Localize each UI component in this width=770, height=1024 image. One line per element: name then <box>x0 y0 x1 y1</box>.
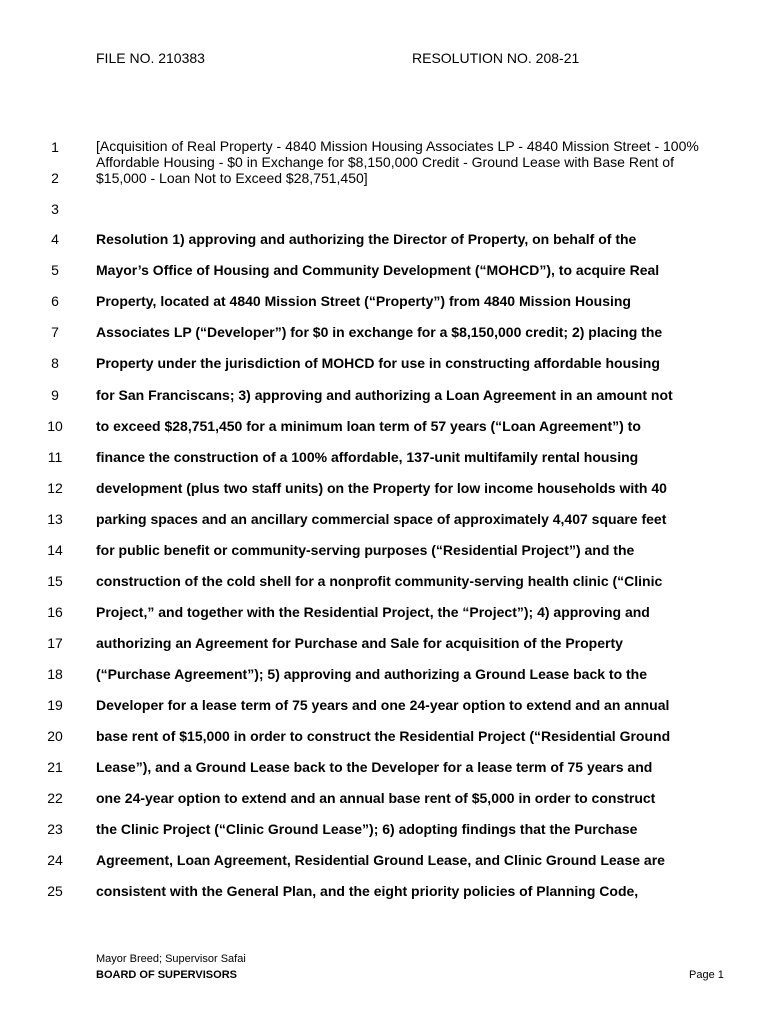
body-line: one 24-year option to extend and an annual base rent of $5,000 in order to construct <box>96 790 656 806</box>
body-line: Project,” and together with the Residential Project, the “Project”); 4) approving and <box>96 604 650 620</box>
resolution-number: RESOLUTION NO. 208-21 <box>412 50 580 66</box>
file-number: FILE NO. 210383 <box>96 50 205 66</box>
line-number: 15 <box>47 573 63 589</box>
line-number: 14 <box>47 542 63 558</box>
line-number: 18 <box>47 666 63 682</box>
line-number: 6 <box>51 293 59 309</box>
line-number: 2 <box>51 170 59 186</box>
page-number: Page 1 <box>689 969 724 981</box>
line-number: 23 <box>47 821 63 837</box>
body-line: Lease”), and a Ground Lease back to the Developer for a lease term of 75 years and <box>96 759 653 775</box>
line-number: 13 <box>47 511 63 527</box>
body-line: Property under the jurisdiction of MOHCD for use in constructing affordable housing <box>96 355 660 371</box>
line-number: 12 <box>47 480 63 496</box>
line-number: 11 <box>47 449 63 465</box>
body-line: finance the construction of a 100% affordable, 137-unit multifamily rental housing <box>96 449 639 465</box>
body-line: base rent of $15,000 in order to construct the Residential Project (“Residential Ground <box>96 728 671 744</box>
body-line: Property, located at 4840 Mission Street (“Property”) from 4840 Mission Housing <box>96 293 631 309</box>
line-number: 25 <box>47 883 63 899</box>
line-number: 4 <box>51 231 59 247</box>
resolution-caption: [Acquisition of Real Property - 4840 Mission Housing Associates LP - 4840 Mission Street - 100% Affordable Housing - $0 in Exchange for $8,150,000 Credit - Ground Lease with Base Rent of $15,000 - Loan Not to Exceed $28,751,450] <box>96 138 699 186</box>
line-number: 22 <box>47 790 63 806</box>
line-number: 7 <box>51 324 59 340</box>
line-number: 1 <box>51 139 59 155</box>
body-line: Developer for a lease term of 75 years and one 24-year option to extend and an annual <box>96 697 670 713</box>
body-line: development (plus two staff units) on the Property for low income households with 40 <box>96 480 667 496</box>
body-line: parking spaces and an ancillary commercial space of approximately 4,407 square feet <box>96 511 667 527</box>
body-line: Resolution 1) approving and authorizing the Director of Property, on behalf of the <box>96 231 637 247</box>
body-line: authorizing an Agreement for Purchase and Sale for acquisition of the Property <box>96 635 623 651</box>
body-line: for San Franciscans; 3) approving and authorizing a Loan Agreement in an amount not <box>96 387 673 403</box>
body-line: the Clinic Project (“Clinic Ground Lease”); 6) adopting findings that the Purchase <box>96 821 638 837</box>
line-number: 10 <box>47 418 63 434</box>
line-number: 21 <box>47 759 63 775</box>
body-line: Associates LP (“Developer”) for $0 in exchange for a $8,150,000 credit; 2) placing the <box>96 324 663 340</box>
body-line: Agreement, Loan Agreement, Residential Ground Lease, and Clinic Ground Lease are <box>96 852 665 868</box>
footer-board: BOARD OF SUPERVISORS <box>96 969 237 981</box>
line-number: 20 <box>47 728 63 744</box>
line-number: 24 <box>47 852 63 868</box>
line-number: 5 <box>51 262 59 278</box>
line-number: 19 <box>47 697 63 713</box>
body-line: to exceed $28,751,450 for a minimum loan term of 57 years (“Loan Agreement”) to <box>96 418 641 434</box>
line-number: 8 <box>51 355 59 371</box>
body-line: construction of the cold shell for a nonprofit community-serving health clinic (“Clinic <box>96 573 663 589</box>
body-line: (“Purchase Agreement”); 5) approving and authorizing a Ground Lease back to the <box>96 666 648 682</box>
line-number: 17 <box>47 635 63 651</box>
body-line: for public benefit or community-serving purposes (“Residential Project”) and the <box>96 542 635 558</box>
line-number: 16 <box>47 604 63 620</box>
line-number: 3 <box>51 201 59 217</box>
body-line: consistent with the General Plan, and the eight priority policies of Planning Code, <box>96 883 639 899</box>
footer-sponsors: Mayor Breed; Supervisor Safai <box>96 953 246 965</box>
line-number: 9 <box>51 387 59 403</box>
body-line: Mayor’s Office of Housing and Community Development (“MOHCD”), to acquire Real <box>96 262 660 278</box>
